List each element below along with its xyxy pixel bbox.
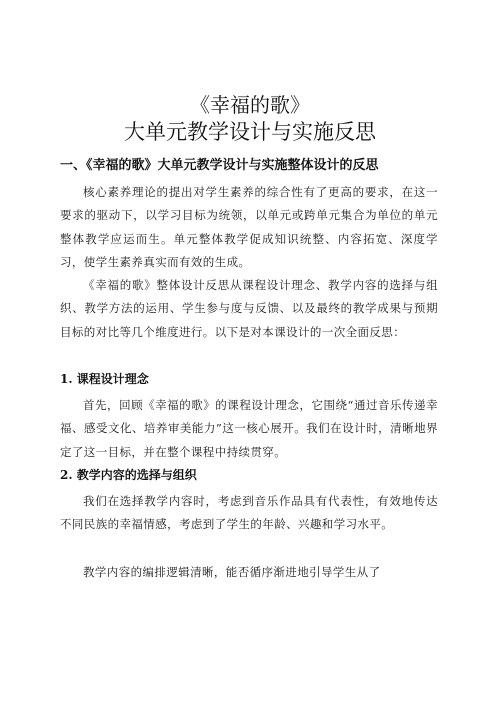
paragraph: 《幸福的歌》整体设计反思从课程设计理念、教学内容的选择与组织、教学方法的运用、学生参与度与反馈、以及最终的教学成果与预期目标的对比等几个维度进行。以下是对本课设计的一次全面反思：	[60, 278, 438, 339]
paragraph: 核心素养理论的提出对学生素养的综合性有了更高的要求，在这一要求的驱动下，以学习目标为统领，以单元或跨单元集合为单位的单元整体教学应运而生。单元整体教学促成知识统整、内容拓宽、深度学习，使学生素养真实而有效的生成。	[60, 185, 438, 269]
subsection-heading: 1. 课程设计理念	[60, 372, 149, 386]
section-heading: 一、《幸福的歌》大单元教学设计与实施整体设计的反思	[60, 158, 379, 173]
document-title: 《幸福的歌》	[190, 93, 310, 117]
paragraph: 首先，回顾《幸福的歌》的课程设计理念，它围绕“通过音乐传递幸福、感受文化、培养审美能力”这一核心展开。我们在设计时，清晰地界定了这一目标，并在整个课程中持续贯穿。	[60, 398, 438, 459]
paragraph: 教学内容的编排逻辑清晰，能否循序渐进地引导学生从了	[83, 565, 381, 579]
subsection-heading: 2. 教学内容的选择与组织	[60, 468, 197, 482]
document-subtitle: 大单元教学设计与实施反思	[124, 120, 376, 144]
paragraph: 我们在选择教学内容时，考虑到音乐作品具有代表性，有效地传达不同民族的幸福情感，考虑到了学生的年龄、兴趣和学习水平。	[60, 494, 438, 532]
